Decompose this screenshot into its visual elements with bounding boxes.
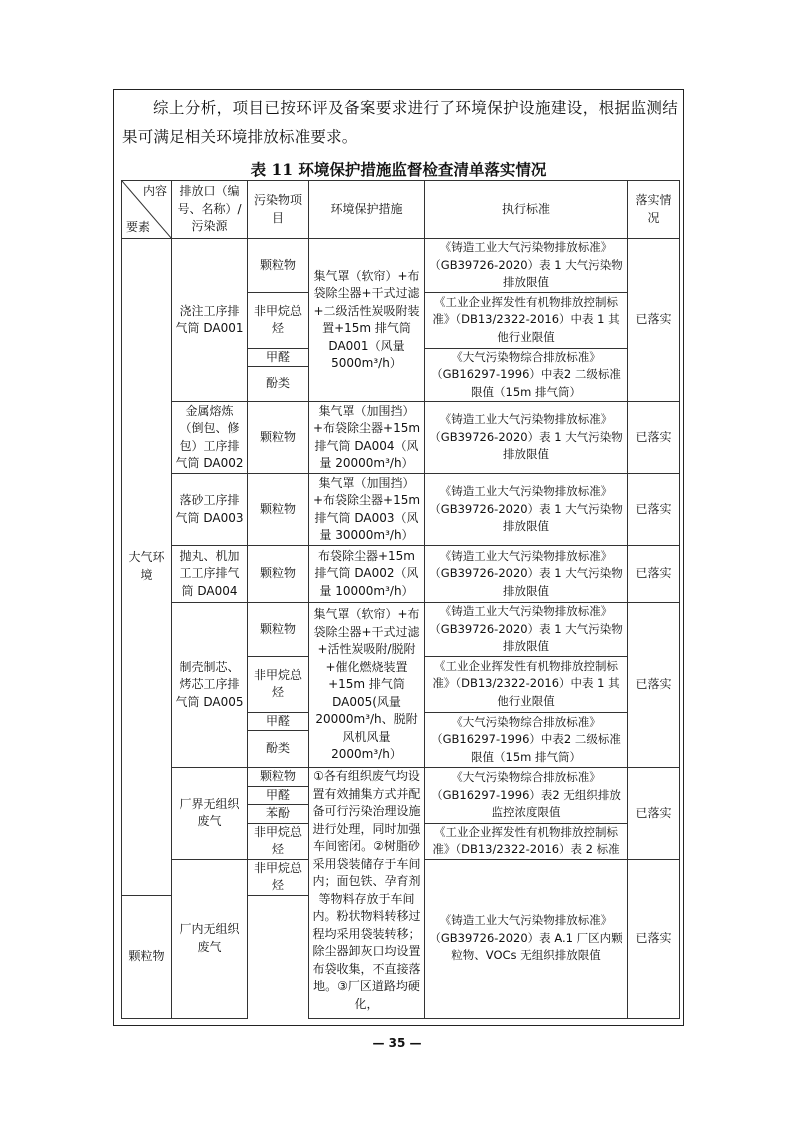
measure-cell: 集气罩（软帘）+布袋除尘器+干式过滤+二级活性炭吸附装置+15m 排气筒 DA001（风量 5000m³/h）	[309, 239, 425, 402]
standard-cell: 《大气污染物综合排放标准》（GB16297-1996）表2 无组织排放监控浓度限值	[425, 768, 628, 824]
status-cell: 已落实	[628, 546, 680, 603]
measure-cell: ①各有组织废气均设置有效捕集方式并配备可行污染治理设施进行处理，同时加强车间密闭。②树脂砂采用袋装储存于车间内；面包铁、孕育剂等物料存放于车间内。粉状物料转移过程均采用袋装转移；除尘器卸灰口均设置布袋收集，不直接落地。③厂区道路均硬化，	[309, 768, 425, 1019]
intro-paragraph: 综上分析，项目已按环评及备案要求进行了环境保护设施建设，根据监测结果可满足相关环境排放标准要求。	[122, 99, 678, 146]
table-row	[122, 402, 680, 474]
status-cell: 已落实	[628, 859, 680, 1018]
standard-cell: 《铸造工业大气污染物排放标准》（GB39726-2020）表 1 大气污染物排放限值	[425, 474, 628, 546]
standard-cell: 《铸造工业大气污染物排放标准》（GB39726-2020）表 1 大气污染物排放限值	[425, 603, 628, 657]
outlet-cell: 落砂工序排气筒 DA003	[172, 474, 248, 546]
pollutant-cell: 颗粒物	[248, 603, 309, 657]
table-row	[122, 768, 680, 787]
pollutant-cell: 颗粒物	[248, 546, 309, 603]
standard-cell: 《铸造工业大气污染物排放标准》（GB39726-2020）表 1 大气污染物排放限值	[425, 402, 628, 474]
measure-cell: 集气罩（加围挡）+布袋除尘器+15m 排气筒 DA003（风量 30000m³/h）	[309, 474, 425, 546]
standard-cell: 《铸造工业大气污染物排放标准》（GB39726-2020）表 A.1 厂区内颗粒物、VOCs 无组织排放限值	[425, 859, 628, 1018]
pollutant-cell: 甲醛	[248, 786, 309, 805]
outlet-cell: 制壳制芯、烤芯工序排气筒 DA005	[172, 603, 248, 768]
standard-cell: 《工业企业挥发性有机物排放控制标准》（DB13/2322-2016）中表 1 其他行业限值	[425, 292, 628, 348]
header-outlet: 排放口（编号、名称）/污染源	[172, 181, 248, 239]
table-row	[122, 474, 680, 546]
pollutant-cell: 苯酚	[248, 805, 309, 824]
page-number: — 35 —	[372, 1036, 422, 1050]
corner-top-label: 内容	[142, 184, 167, 198]
outlet-cell: 金属熔炼（倒包、修包）工序排气筒 DA002	[172, 402, 248, 474]
status-cell: 已落实	[628, 603, 680, 768]
outlet-cell: 抛丸、机加工工序排气筒 DA004	[172, 546, 248, 603]
inspection-table	[121, 180, 680, 1019]
header-row	[122, 181, 680, 239]
corner-bottom-label: 要素	[126, 219, 151, 234]
source-cell: 厂界无组织废气	[172, 768, 248, 860]
pollutant-cell: 颗粒物	[248, 402, 309, 474]
status-cell: 已落实	[628, 239, 680, 402]
standard-cell: 《铸造工业大气污染物排放标准》（GB39726-2020）表 1 大气污染物排放限值	[425, 239, 628, 293]
pollutant-cell: 颗粒物	[248, 474, 309, 546]
measure-cell: 集气罩（软帘）+布袋除尘器+干式过滤+活性炭吸附/脱附+催化燃烧装置+15m 排气筒 DA005(风量 20000m³/h、脱附风机风量 2000m³/h）	[309, 603, 425, 768]
header-standard: 执行标准	[425, 181, 628, 239]
status-cell: 已落实	[628, 474, 680, 546]
standard-cell: 《大气污染物综合排放标准》（GB16297-1996）中表2 二级标准限值（15m 排气筒）	[425, 712, 628, 768]
pollutant-cell: 非甲烷总烃	[248, 292, 309, 348]
pollutant-cell: 非甲烷总烃	[248, 823, 309, 859]
measure-cell: 布袋除尘器+15m 排气筒 DA002（风量 10000m³/h）	[309, 546, 425, 603]
pollutant-cell: 非甲烷总烃	[248, 859, 309, 895]
table-row	[122, 239, 680, 293]
pollutant-cell: 颗粒物	[122, 895, 172, 1018]
pollutant-cell: 非甲烷总烃	[248, 656, 309, 712]
table-row	[122, 603, 680, 657]
header-status: 落实情况	[628, 181, 680, 239]
pollutant-cell: 颗粒物	[248, 768, 309, 787]
status-cell: 已落实	[628, 402, 680, 474]
standard-cell: 《大气污染物综合排放标准》（GB16297-1996）中表2 二级标准限值（15m 排气筒）	[425, 348, 628, 402]
measure-cell: 集气罩（加围挡）+布袋除尘器+15m 排气筒 DA004（风量 20000m³/h）	[309, 402, 425, 474]
header-pollutant: 污染物项目	[248, 181, 309, 239]
standard-cell: 《工业企业挥发性有机物排放控制标准》（DB13/2322-2016）表 2 标准	[425, 823, 628, 859]
category-cell: 大气环境	[122, 239, 172, 896]
source-cell: 厂内无组织废气	[172, 859, 248, 1018]
header-corner-cell	[122, 181, 172, 239]
outlet-cell: 浇注工序排气筒 DA001	[172, 239, 248, 402]
pollutant-cell: 甲醛	[248, 348, 309, 367]
table-title: 表 11 环境保护措施监督检查清单落实情况	[250, 160, 547, 179]
status-cell: 已落实	[628, 768, 680, 860]
standard-cell: 《工业企业挥发性有机物排放控制标准》（DB13/2322-2016）中表 1 其他行业限值	[425, 656, 628, 712]
header-measure: 环境保护措施	[309, 181, 425, 239]
pollutant-cell: 酚类	[248, 367, 309, 402]
standard-cell: 《铸造工业大气污染物排放标准》（GB39726-2020）表 1 大气污染物排放限值	[425, 546, 628, 603]
table-row	[122, 546, 680, 603]
pollutant-cell: 酚类	[248, 731, 309, 768]
pollutant-cell: 颗粒物	[248, 239, 309, 293]
pollutant-cell: 甲醛	[248, 712, 309, 731]
